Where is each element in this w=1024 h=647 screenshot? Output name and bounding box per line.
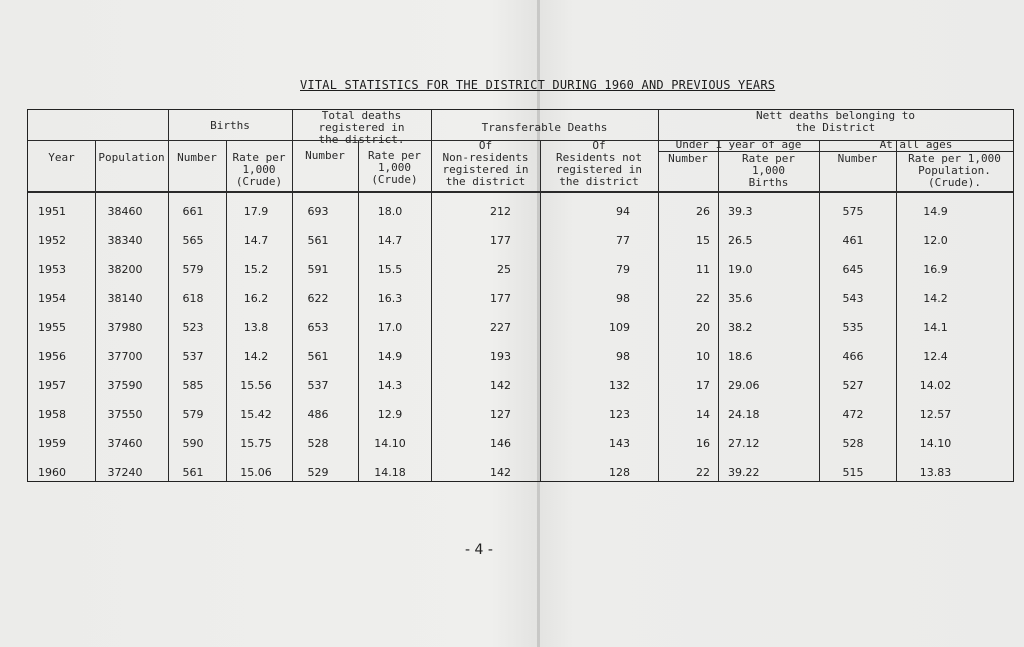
year-cell: 1953 [38, 263, 66, 276]
population-cell: 38340 [107, 234, 143, 247]
year-cell: 1951 [38, 205, 66, 218]
total-number-cell: 693 [307, 205, 329, 218]
total-number-header: Number [305, 149, 345, 162]
page-number: - 4 - [465, 542, 493, 558]
total-rate-header: Rate per 1,000 (Crude) [368, 149, 421, 186]
births-number-cell: 661 [182, 205, 204, 218]
under1-number-cell: 15 [696, 234, 710, 247]
residents-cell: 98 [616, 350, 630, 363]
table-row [28, 379, 1013, 395]
births-rate-cell: 15.42 [240, 408, 272, 421]
total-number-cell: 529 [307, 466, 329, 479]
nonresidents-cell: 193 [490, 350, 511, 363]
nonresidents-cell: 25 [497, 263, 511, 276]
year-cell: 1960 [38, 466, 66, 479]
table-row [28, 437, 1013, 453]
table-row [28, 234, 1013, 250]
residents-cell: 132 [609, 379, 630, 392]
all-rate-cell: 16.9 [923, 263, 948, 276]
births-rate-cell: 13.8 [243, 321, 269, 334]
births-number-cell: 537 [182, 350, 204, 363]
header-rule-bottom [28, 191, 1013, 193]
all-rate-cell: 14.02 [919, 379, 952, 392]
all-rate-cell: 12.4 [923, 350, 948, 363]
year-cell: 1954 [38, 292, 66, 305]
births-number-cell: 585 [182, 379, 204, 392]
under1-rate-cell: 39.3 [728, 205, 753, 218]
nonresidents-cell: 127 [490, 408, 511, 421]
births-rate-cell: 15.56 [240, 379, 272, 392]
under1-number-cell: 17 [696, 379, 710, 392]
year-cell: 1952 [38, 234, 66, 247]
all-number-cell: 543 [842, 292, 864, 305]
total-number-cell: 528 [307, 437, 329, 450]
births-number-cell: 561 [182, 466, 204, 479]
all-number-cell: 472 [842, 408, 864, 421]
population-cell: 37700 [107, 350, 143, 363]
total-rate-cell: 18.0 [377, 205, 403, 218]
all-rate-cell: 14.9 [923, 205, 948, 218]
under1-rate-cell: 27.12 [728, 437, 760, 450]
total-number-cell: 591 [307, 263, 329, 276]
residents-cell: 79 [616, 263, 630, 276]
population-cell: 37980 [107, 321, 143, 334]
population-cell: 37460 [107, 437, 143, 450]
births-rate-cell: 15.2 [243, 263, 269, 276]
col-rule [896, 140, 897, 481]
under1-rate-cell: 35.6 [728, 292, 753, 305]
total-rate-cell: 16.3 [377, 292, 403, 305]
total-rate-cell: 14.18 [374, 466, 406, 479]
under1-number-cell: 11 [696, 263, 710, 276]
under1-number-cell: 16 [696, 437, 710, 450]
nonresidents-cell: 146 [490, 437, 511, 450]
col-rule [540, 140, 541, 481]
under1-rate-cell: 19.0 [728, 263, 753, 276]
residents-cell: 128 [609, 466, 630, 479]
page-title: VITAL STATISTICS FOR THE DISTRICT DURING 1960 AND PREVIOUS YEARS [300, 78, 776, 92]
population-header: Population [98, 151, 165, 164]
total-rate-cell: 14.9 [377, 350, 403, 363]
under1-rate-cell: 26.5 [728, 234, 753, 247]
births-rate-cell: 14.2 [243, 350, 269, 363]
col-rule [358, 140, 359, 481]
transferable-deaths-header: Transferable Deaths [481, 121, 608, 134]
residents-header: Of Residents not registered in the district [555, 139, 643, 188]
under1-rate-cell: 29.06 [728, 379, 760, 392]
all-number-cell: 575 [842, 205, 864, 218]
nonresidents-cell: 212 [490, 205, 511, 218]
under1-number-cell: 22 [696, 292, 710, 305]
table-row [28, 408, 1013, 424]
residents-cell: 98 [616, 292, 630, 305]
all-number-cell: 515 [842, 466, 864, 479]
all-rate-cell: 13.83 [919, 466, 952, 479]
under1-number-cell: 26 [696, 205, 710, 218]
under1-number-cell: 22 [696, 466, 710, 479]
table-row [28, 321, 1013, 337]
population-cell: 38460 [107, 205, 143, 218]
total-rate-cell: 15.5 [377, 263, 403, 276]
births-number-cell: 565 [182, 234, 204, 247]
births-number-cell: 579 [182, 263, 204, 276]
nonresidents-cell: 142 [490, 379, 511, 392]
population-cell: 38140 [107, 292, 143, 305]
under1-number-cell: 20 [696, 321, 710, 334]
nonresidents-cell: 177 [490, 234, 511, 247]
under1-number-header: Number [668, 152, 708, 165]
total-rate-cell: 14.7 [377, 234, 403, 247]
residents-cell: 123 [609, 408, 630, 421]
total-number-cell: 561 [307, 234, 329, 247]
col-rule [718, 140, 719, 481]
col-rule [95, 140, 96, 481]
population-cell: 37550 [107, 408, 143, 421]
births-number-cell: 590 [182, 437, 204, 450]
table-row [28, 263, 1013, 279]
table-row [28, 466, 1013, 482]
vital-statistics-table [27, 109, 1014, 482]
nonresidents-cell: 142 [490, 466, 511, 479]
total-deaths-header: Total deaths registered in the district. [318, 109, 405, 146]
births-rate-cell: 14.7 [243, 234, 269, 247]
births-rate-cell: 17.9 [243, 205, 269, 218]
total-number-cell: 561 [307, 350, 329, 363]
year-cell: 1955 [38, 321, 66, 334]
all-rate-cell: 12.0 [923, 234, 948, 247]
col-rule [819, 140, 820, 481]
year-header: Year [48, 151, 75, 164]
all-number-header: Number [837, 152, 878, 165]
total-number-cell: 537 [307, 379, 329, 392]
under1-rate-cell: 38.2 [728, 321, 753, 334]
under1-rate-cell: 18.6 [728, 350, 753, 363]
births-number-cell: 618 [182, 292, 204, 305]
all-rate-cell: 14.10 [919, 437, 952, 450]
allages-header: At all ages [879, 138, 953, 151]
nonresidents-cell: 227 [490, 321, 511, 334]
table-row [28, 205, 1013, 221]
under1-rate-header: Rate per 1,000 Births [742, 152, 795, 189]
nonresidents-cell: 177 [490, 292, 511, 305]
births-rate-header: Rate per 1,000 (Crude) [232, 151, 286, 188]
births-rate-cell: 15.06 [240, 466, 272, 479]
residents-cell: 143 [609, 437, 630, 450]
residents-cell: 109 [609, 321, 630, 334]
births-header: Births [210, 119, 250, 132]
all-number-cell: 645 [842, 263, 864, 276]
total-rate-cell: 14.3 [377, 379, 403, 392]
year-cell: 1956 [38, 350, 66, 363]
births-rate-cell: 15.75 [240, 437, 272, 450]
under1-number-cell: 14 [696, 408, 710, 421]
total-number-cell: 622 [307, 292, 329, 305]
year-cell: 1958 [38, 408, 66, 421]
all-rate-header: Rate per 1,000 Population. (Crude). [908, 152, 1001, 189]
under1-rate-cell: 39.22 [728, 466, 760, 479]
total-number-cell: 486 [307, 408, 329, 421]
residents-cell: 94 [616, 205, 630, 218]
births-number-cell: 579 [182, 408, 204, 421]
population-cell: 37240 [107, 466, 143, 479]
col-rule [226, 140, 227, 481]
total-number-cell: 653 [307, 321, 329, 334]
year-cell: 1959 [38, 437, 66, 450]
population-cell: 38200 [107, 263, 143, 276]
all-rate-cell: 14.1 [923, 321, 948, 334]
year-cell: 1957 [38, 379, 66, 392]
births-number-cell: 523 [182, 321, 204, 334]
births-number-header: Number [177, 151, 217, 164]
table-row [28, 350, 1013, 366]
under1-rate-cell: 24.18 [728, 408, 760, 421]
nonresidents-header: Of Non-residents registered in the district [442, 139, 529, 188]
residents-cell: 77 [616, 234, 630, 247]
all-number-cell: 535 [842, 321, 864, 334]
nett-deaths-header: Nett deaths belonging to the District [756, 109, 915, 134]
all-number-cell: 466 [842, 350, 864, 363]
population-cell: 37590 [107, 379, 143, 392]
total-rate-cell: 12.9 [377, 408, 403, 421]
total-rate-cell: 17.0 [377, 321, 403, 334]
births-rate-cell: 16.2 [243, 292, 269, 305]
under1-number-cell: 10 [696, 350, 710, 363]
all-number-cell: 528 [842, 437, 864, 450]
all-rate-cell: 12.57 [919, 408, 952, 421]
total-rate-cell: 14.10 [374, 437, 406, 450]
under1-header: Under 1 year of age [675, 138, 802, 151]
table-row [28, 292, 1013, 308]
all-number-cell: 527 [842, 379, 864, 392]
all-rate-cell: 14.2 [923, 292, 948, 305]
all-number-cell: 461 [842, 234, 864, 247]
